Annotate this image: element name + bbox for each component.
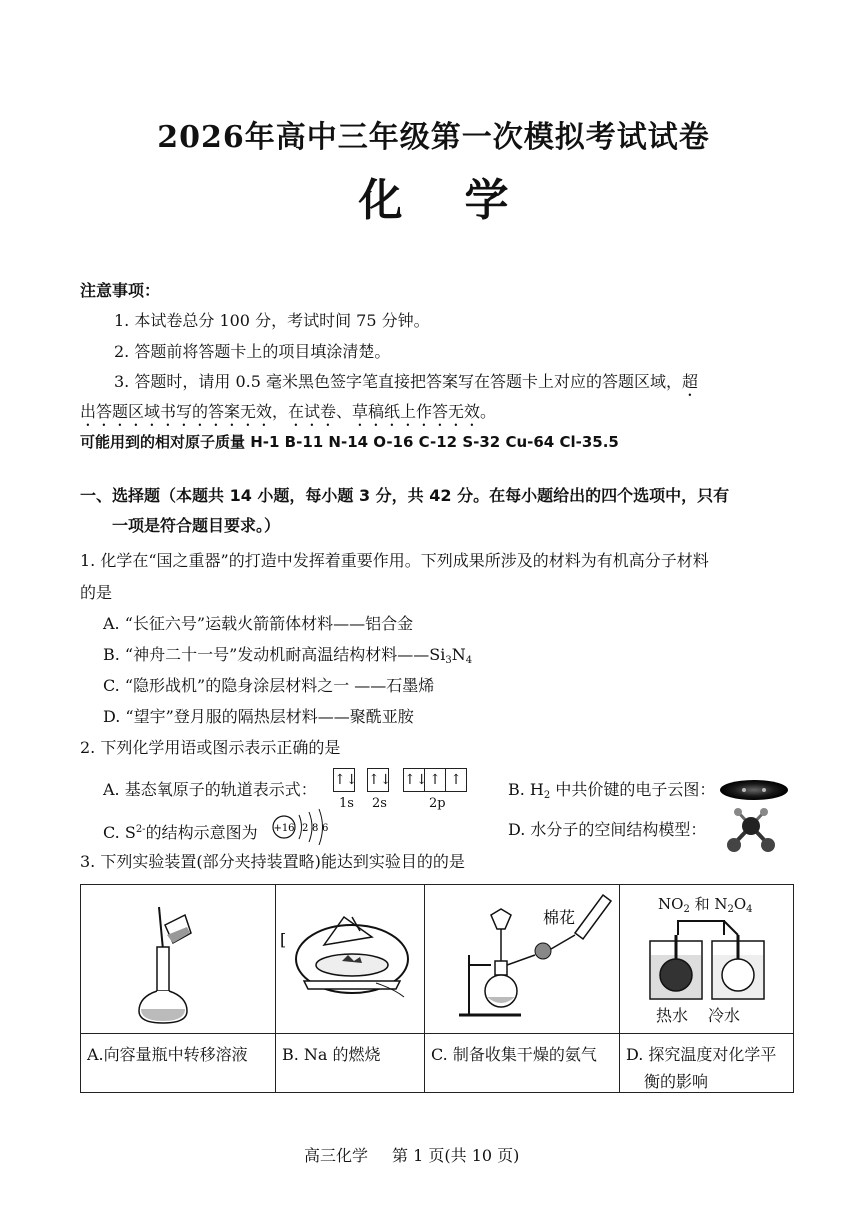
cotton-label: 棉花 bbox=[543, 908, 576, 927]
q2-option-c: C. $S^{2-}$的结构示意图为 bbox=[103, 823, 258, 842]
q2-option-b: B. $H_2$ 中共价键的电子云图： bbox=[508, 780, 716, 801]
section-heading: 一、选择题（本题共 14 小题，每小题 3 分，共 42 分。在每小题给出的四个选项中，只有 bbox=[80, 486, 730, 505]
nucleus-label: +16 bbox=[273, 823, 295, 834]
notes-heading: 注意事项： bbox=[80, 281, 161, 300]
subject-title: 化学 bbox=[358, 175, 571, 226]
sulfur-ion-structure-diagram bbox=[271, 806, 333, 848]
q1-option-b: B. “神舟二十一号”发动机耐高温结构材料$——Si_3N_4$ bbox=[103, 645, 473, 666]
caption-b: B. Na 的燃烧 bbox=[276, 1034, 425, 1093]
cold-water-label: 冷水 bbox=[708, 1006, 741, 1025]
caption-d: D. 探究温度对化学平 衡的影响 bbox=[620, 1034, 794, 1093]
q2-option-d: D. 水分子的空间结构模型： bbox=[508, 820, 707, 839]
orbital-2s-box: ↑↓ bbox=[367, 768, 389, 792]
volumetric-flask-apparatus bbox=[81, 885, 275, 1029]
q1-stem: 1. 化学在“国之重器”的打造中发挥着重要作用。下列成果所涉及的材料为有机高分子材料 bbox=[80, 551, 709, 570]
shell-1-count: 2 bbox=[302, 823, 309, 834]
section-heading-cont: 一项是符合题目要求。） bbox=[112, 516, 281, 535]
ammonia-preparation-apparatus bbox=[425, 885, 619, 1029]
note-item-3-cont: 出答题区域书写的答案无效，在试卷、草稿纸上作答无效。 bbox=[80, 402, 497, 421]
q1-option-c: C. “隐形战机”的隐身涂层材料之一 ——石墨烯 bbox=[103, 676, 435, 695]
atomic-mass-line: 可能用到的相对原子质量 H-1 B-11 N-14 O-16 C-12 S-32 Cu-64 Cl-35.5 bbox=[80, 433, 619, 451]
orbital-label-2s: 2s bbox=[372, 796, 387, 811]
orbital-1s-box: ↑↓ bbox=[333, 768, 355, 792]
orbital-label-2p: 2p bbox=[429, 796, 446, 811]
gas-mixture-label: $NO_2$ 和 $N_2O_4$ bbox=[658, 895, 753, 915]
orbital-2p-box: ↑↓ ↑ ↑ bbox=[403, 768, 467, 792]
hot-water-label: 热水 bbox=[656, 1006, 689, 1025]
sodium-combustion-apparatus bbox=[276, 885, 424, 1029]
electron-cloud-image bbox=[718, 778, 790, 802]
apparatus-a-cell bbox=[81, 885, 276, 1034]
note-item-3: 3. 答题时，请用 0.5 毫米黑色签字笔直接把答案写在答题卡上对应的答题区域，超 bbox=[114, 372, 698, 391]
q1-option-a: A. “长征六号”运载火箭箭体材料——铝合金 bbox=[103, 614, 414, 633]
water-molecule-model-image bbox=[724, 806, 778, 854]
bracket-mark: [ bbox=[280, 930, 287, 949]
q2-stem: 2. 下列化学用语或图示表示正确的是 bbox=[80, 738, 341, 757]
q3-stem: 3. 下列实验装置(部分夹持装置略)能达到实验目的的是 bbox=[80, 852, 465, 871]
note-item-1: 1. 本试卷总分 100 分，考试时间 75 分钟。 bbox=[114, 311, 430, 330]
caption-a: A.向容量瓶中转移溶液 bbox=[81, 1034, 276, 1093]
exam-title: 2026年高中三年级第一次模拟考试试卷 bbox=[157, 120, 710, 155]
q2-option-a: A. 基态氧原子的轨道表示式： bbox=[103, 780, 317, 799]
apparatus-b-cell bbox=[276, 885, 425, 1034]
footer: 高三化学 第 1 页(共 10 页) bbox=[304, 1146, 520, 1165]
orbital-label-1s: 1s bbox=[339, 796, 354, 811]
caption-c: C. 制备收集干燥的氨气 bbox=[425, 1034, 620, 1093]
apparatus-d-cell bbox=[620, 885, 794, 1034]
experiment-table bbox=[80, 884, 794, 1093]
apparatus-c-cell bbox=[425, 885, 620, 1034]
shell-3-count: 6 bbox=[322, 823, 329, 834]
note-item-2: 2. 答题前将答题卡上的项目填涂清楚。 bbox=[114, 342, 391, 361]
equilibrium-beakers-apparatus bbox=[620, 915, 798, 1003]
shell-2-count: 8 bbox=[312, 823, 319, 834]
q1-option-d: D. “望宇”登月服的隔热层材料——聚酰亚胺 bbox=[103, 707, 414, 726]
q1-stem-cont: 的是 bbox=[80, 583, 113, 602]
